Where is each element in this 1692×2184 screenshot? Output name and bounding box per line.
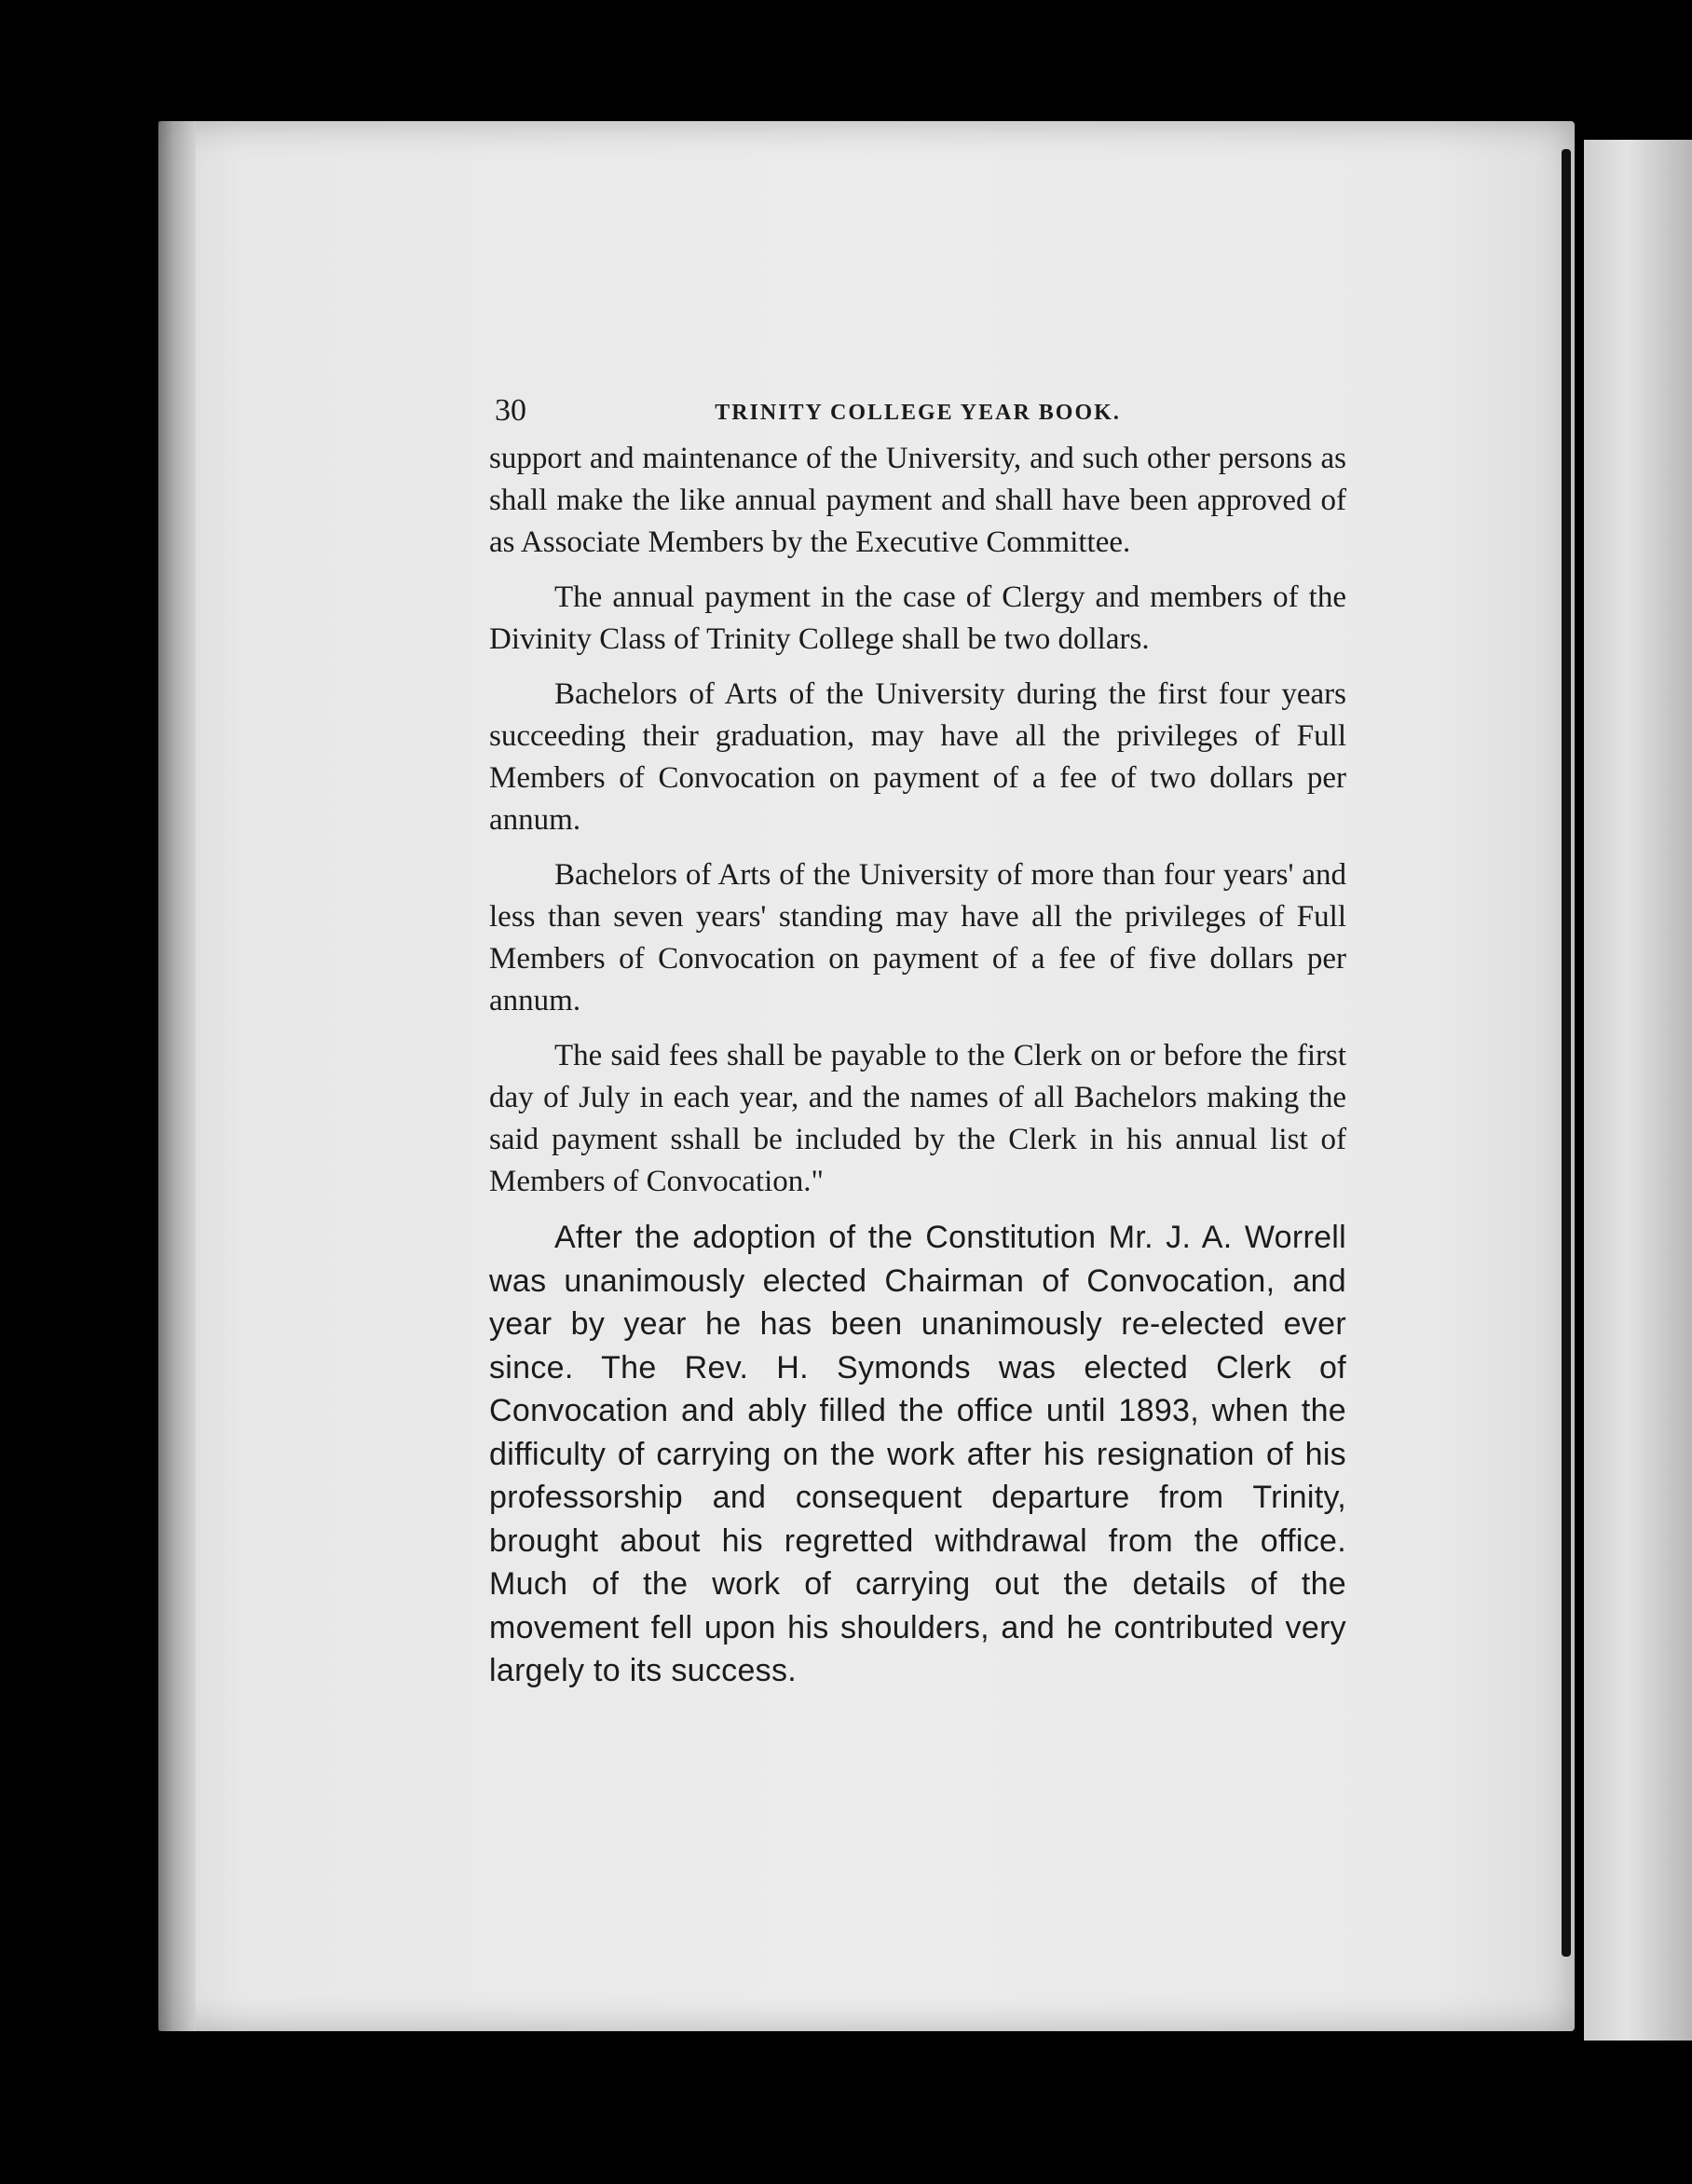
paragraph-6: After the adoption of the Constitution Mr. J. A. Worrell was unanimously elected Chairman of Convocation, and year by year he has been unanimously re-elected ever since. The Rev. H. Symonds was elected Clerk of Convocation and ably filled the office until 1893, when the difficulty of carrying on the work after his resignation of his professorship and consequent departure from Trinity, brought about his regretted withdrawal from the office. Much of the work of carrying out the details of the movement fell upon his shoulders, and he contributed very largely to its success. (489, 1220, 1346, 1688)
book-spine-gutter (1562, 149, 1571, 1957)
paragraph-1: support and maintenance of the University, and such other persons as shall make the like annual payment and shall have been approved of as Associate Members by the Executive Committee. (489, 442, 1346, 559)
paragraph-3: Bachelors of Arts of the University during the first four years succeeding their graduation, may have all the privileges of Full Members of Convocation on payment of a fee of two dollars per annum. (489, 677, 1346, 837)
page-number: 30 (495, 393, 526, 428)
page-content (489, 373, 1346, 1706)
paragraph-5: The said fees shall be payable to the Clerk on or before the first day of July in each year, and the names of all Bachelors making the said payment sshall be included by the Clerk in his annual list of Members of Convocation." (489, 1039, 1346, 1198)
paragraph-4: Bachelors of Arts of the University of more than four years' and less than seven years' standing may have all the privileges of Full Members of Convocation on payment of a fee of five dollars per annum. (489, 858, 1346, 1017)
page-edge-shadow (158, 121, 196, 2031)
running-title: TRINITY COLLEGE YEAR BOOK. (715, 401, 1121, 425)
facing-page-edge (1584, 140, 1692, 2041)
page-header (489, 373, 1346, 438)
paragraph-2: The annual payment in the case of Clergy and members of the Divinity Class of Trinity College shall be two dollars. (489, 580, 1346, 656)
